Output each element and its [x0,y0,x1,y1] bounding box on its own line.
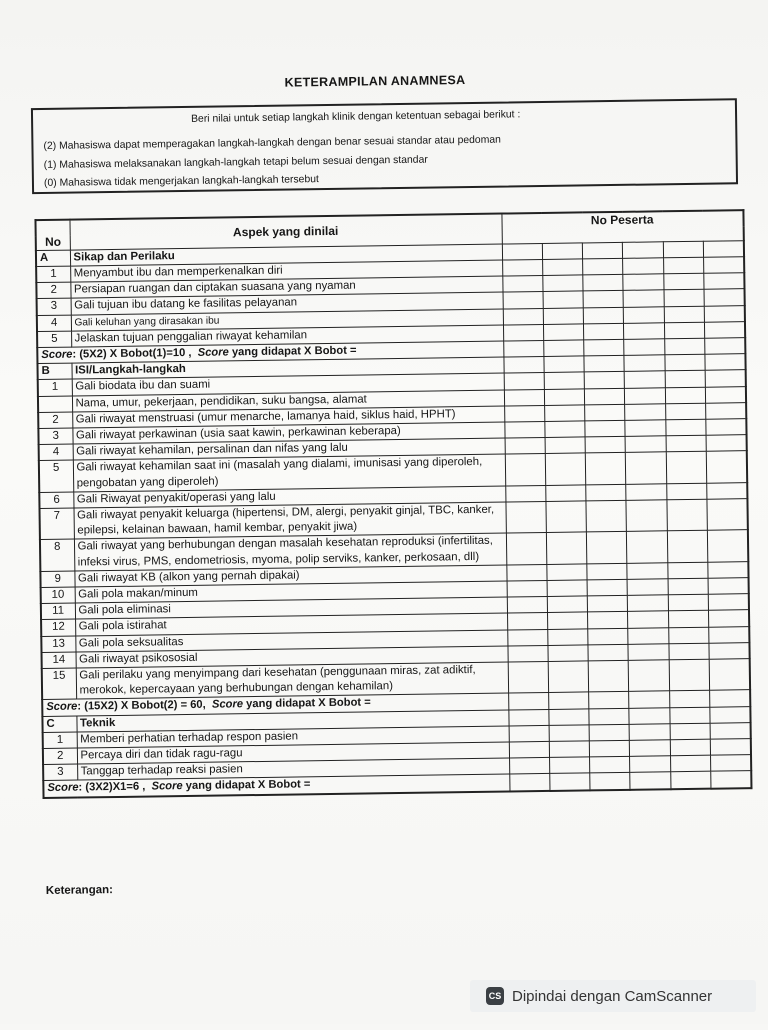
participant-score-cell[interactable] [548,661,589,693]
item-number: 7 [40,508,74,540]
item-text: Gali keluhan yang dirasakan ibu [71,309,503,331]
participant-score-cell[interactable] [670,707,711,724]
participant-score-cell[interactable] [503,308,544,325]
participant-score-cell[interactable] [665,387,706,404]
participant-score-cell[interactable] [704,321,745,338]
participant-score-cell[interactable] [668,627,709,644]
item-number: 12 [41,619,75,636]
item-text: Tanggap terhadap reaksi pasien [77,758,509,780]
item-number: 15 [42,668,76,700]
participant-score-cell[interactable] [704,257,745,274]
participant-score-cell[interactable] [583,274,624,291]
participant-score-cell[interactable] [548,645,589,662]
participant-score-cell[interactable] [623,258,664,275]
participant-score-cell[interactable] [584,355,625,372]
participant-score-cell[interactable] [503,292,544,309]
participant-score-cell[interactable] [706,402,747,419]
participant-score-cell[interactable] [586,484,627,501]
assessment-table-body [36,240,751,797]
item-number: 10 [41,587,75,604]
participant-score-cell[interactable] [505,454,546,486]
participant-score-cell[interactable] [630,772,671,789]
participant-score-cell[interactable] [628,644,669,661]
participant-score-cell[interactable] [629,724,670,741]
participant-score-cell[interactable] [630,756,671,773]
participant-score-cell[interactable] [708,578,749,595]
participant-score-cell[interactable] [507,597,548,614]
item-number: 3 [37,298,71,315]
item-number: 13 [41,636,75,653]
participant-score-cell[interactable] [504,373,545,390]
participant-score-cell[interactable] [669,691,710,708]
item-number: 2 [43,748,77,765]
participant-score-cell[interactable] [503,324,544,341]
item-number: 11 [41,603,75,620]
item-number: 1 [38,379,72,396]
participant-score-cell[interactable] [625,387,666,404]
participant-score-cell[interactable] [706,419,747,436]
item-number: 5 [39,460,73,492]
participant-score-cell[interactable] [670,772,711,789]
participant-score-cell[interactable] [663,257,704,274]
participant-score-cell[interactable] [590,757,631,774]
participant-score-cell[interactable] [509,774,550,791]
participant-score-cell[interactable] [508,693,549,710]
item-number: 6 [39,492,73,509]
item-text: Gali riwayat kehamilan saat ini (masalah yang dialami, imunisasi yang diperoleh, pengobatan yang diperoleh) [73,454,505,491]
participant-score-cell[interactable] [509,741,550,758]
participant-score-cell[interactable] [585,420,626,437]
participant-score-cell[interactable] [582,242,623,259]
participant-score-cell[interactable] [544,388,585,405]
participant-score-cell[interactable] [587,596,628,613]
participant-score-cell[interactable] [545,437,586,454]
participant-score-cell[interactable] [589,724,630,741]
item-text: Gali pola istirahat [75,613,507,635]
item-number: 1 [36,266,70,283]
participant-score-cell[interactable] [670,739,711,756]
criteria-intro: Beri nilai untuk setiap langkah klinik dengan ketentuan sebagai berikut : [191,109,521,125]
item-text: Gali tujuan ibu datang ke fasilitas pelayanan [71,292,503,314]
item-number: 14 [42,652,76,669]
item-text: Gali pola eliminasi [75,597,507,619]
participant-score-cell[interactable] [666,483,707,500]
participant-score-cell[interactable] [505,485,546,502]
participant-score-cell[interactable] [505,501,546,533]
participant-score-cell[interactable] [629,660,670,692]
participant-score-cell[interactable] [584,339,625,356]
participant-score-cell[interactable] [668,611,709,628]
participant-score-cell[interactable] [669,643,710,660]
participant-score-cell[interactable] [666,435,707,452]
participant-score-cell[interactable] [664,306,705,323]
participant-score-cell[interactable] [664,322,705,339]
participant-score-cell[interactable] [586,532,627,564]
participant-score-cell[interactable] [629,691,670,708]
participant-score-cell[interactable] [666,419,707,436]
participant-score-cell[interactable] [502,276,543,293]
participant-score-cell[interactable] [588,612,629,629]
participant-score-cell[interactable] [710,739,751,756]
participant-score-cell[interactable] [663,241,704,258]
participant-score-cell[interactable] [628,595,669,612]
participant-score-cell[interactable] [665,354,706,371]
participant-score-cell[interactable] [706,435,747,452]
criteria-item: (2) Mahasiswa dapat memperagakan langkah-langkah dengan benar sesuai standar atau pedoman [43,134,501,152]
participant-score-cell[interactable] [507,613,548,630]
participant-score-cell[interactable] [549,741,590,758]
participant-score-cell[interactable] [583,291,624,308]
participant-score-cell[interactable] [664,290,705,307]
participant-score-cell[interactable] [627,579,668,596]
participant-score-cell[interactable] [504,389,545,406]
item-text: Nama, umur, pekerjaan, pendidikan, suku bangsa, alamat [72,390,504,412]
participant-score-cell[interactable] [624,339,665,356]
participant-score-cell[interactable] [507,645,548,662]
participant-score-cell[interactable] [708,594,749,611]
participant-score-cell[interactable] [623,274,664,291]
participant-score-cell[interactable] [668,562,709,579]
score-formula: Score: (5X2) X Bobot(1)=10 , Score yang didapat X Bobot = [37,341,503,364]
item-text: Gali perilaku yang menyimpang dari kesehatan (penggunaan miras, zat adiktif, merokok, kepercayaan yang berhubungan dengan kehamilan) [76,662,508,699]
participant-score-cell[interactable] [624,323,665,340]
item-text: Gali riwayat penyakit keluarga (hipertensi, DM, alergi, penyakit ginjal, TBC, kanker, epilepsi, kelainan bawaan, hamil kembar, penyakit jiwa) [73,502,505,539]
participant-score-cell[interactable] [502,243,543,260]
participant-score-cell[interactable] [503,340,544,357]
participant-score-cell[interactable] [710,755,751,772]
participant-score-cell[interactable] [628,611,669,628]
participant-score-cell[interactable] [707,499,748,531]
participant-score-cell[interactable] [543,275,584,292]
participant-score-cell[interactable] [549,708,590,725]
participant-score-cell[interactable] [588,660,629,692]
participant-score-cell[interactable] [544,340,585,357]
score-formula: Score: (15X2) X Bobot(2) = 60, Score yang didapat X Bobot = [42,693,508,716]
participant-score-cell[interactable] [667,531,708,563]
participant-score-cell[interactable] [626,500,667,532]
criteria-item: (0) Mahasiswa tidak mengerjakan langkah-langkah tersebut [43,174,319,189]
participant-score-cell[interactable] [710,722,751,739]
item-text: Jelaskan tujuan penggalian riwayat kehamilan [71,325,503,347]
participant-score-cell[interactable] [586,500,627,532]
header-aspek: Aspek yang dinilai [69,214,501,250]
item-text: Gali riwayat menstruasi (umur menarche, lamanya haid, siklus haid, HPHT) [72,406,504,428]
participant-score-cell[interactable] [503,357,544,374]
item-number: 4 [37,315,71,332]
participant-score-cell[interactable] [709,626,750,643]
participant-score-cell[interactable] [509,725,550,742]
item-text: Gali pola seksualitas [75,630,507,652]
participant-score-cell[interactable] [624,355,665,372]
participant-score-cell[interactable] [627,531,668,563]
participant-score-cell[interactable] [585,453,626,485]
participant-score-cell[interactable] [705,370,746,387]
participant-score-cell[interactable] [707,482,748,499]
participant-score-cell[interactable] [664,338,705,355]
document-title: KETERAMPILAN ANAMNESA [284,73,466,90]
item-text: Gali riwayat yang berhubungan dengan masalah kesehatan reproduksi (infertilitas, infeksi virus, PMS, endometriosis, myoma, polip serviks, kanker, perkosaan, dll) [74,533,506,570]
participant-score-cell[interactable] [625,404,666,421]
participant-score-cell[interactable] [543,324,584,341]
participant-score-cell[interactable] [547,596,588,613]
participant-score-cell[interactable] [549,725,590,742]
participant-score-cell[interactable] [626,484,667,501]
item-number: 9 [40,571,74,588]
participant-score-cell[interactable] [583,307,624,324]
participant-score-cell[interactable] [667,499,708,531]
watermark-text: Dipindai dengan CamScanner [512,987,713,1005]
participant-score-cell[interactable] [547,564,588,581]
header-peserta: No Peserta [501,210,743,230]
item-text: Gali riwayat perkawinan (usia saat kawin, perkawinan keberapa) [72,422,504,444]
participant-score-cell[interactable] [584,323,625,340]
participant-score-cell[interactable] [548,692,589,709]
participant-score-cell[interactable] [504,405,545,422]
participant-score-cell[interactable] [588,628,629,645]
participant-score-cell[interactable] [626,452,667,484]
participant-score-cell[interactable] [546,485,587,502]
participant-score-cell[interactable] [625,420,666,437]
participant-score-cell[interactable] [589,740,630,757]
participant-score-cell[interactable] [589,692,630,709]
section-title: Sikap dan Perilaku [70,244,502,266]
participant-score-cell[interactable] [549,757,590,774]
camscanner-watermark [470,980,756,1012]
section-letter: A [36,250,70,267]
participant-score-cell[interactable] [587,563,628,580]
participant-score-cell[interactable] [705,386,746,403]
item-number: 2 [36,282,70,299]
item-number: 5 [37,331,71,348]
criteria-item: (1) Mahasiswa melaksanakan langkah-langkah tetapi belum sesuai dengan standar [43,154,428,171]
participant-score-cell[interactable] [628,627,669,644]
participant-score-cell[interactable] [504,421,545,438]
participant-score-cell[interactable] [670,723,711,740]
scoring-criteria-box [31,98,738,194]
participant-score-cell[interactable] [585,436,626,453]
participant-score-cell[interactable] [670,755,711,772]
participant-score-cell[interactable] [506,564,547,581]
participant-score-cell[interactable] [584,388,625,405]
participant-score-cell[interactable] [544,372,585,389]
participant-score-cell[interactable] [505,438,546,455]
participant-score-cell[interactable] [547,580,588,597]
participant-score-cell[interactable] [544,356,585,373]
participant-score-cell[interactable] [583,258,624,275]
participant-score-cell[interactable] [546,532,587,564]
participant-score-cell[interactable] [709,659,750,691]
item-text: Percaya diri dan tidak ragu-ragu [77,742,509,764]
participant-score-cell[interactable] [546,501,587,533]
section-title: ISI/Langkah-langkah [71,357,503,379]
item-text: Menyambut ibu dan memperkenalkan diri [70,260,502,282]
assessment-table [34,209,752,798]
participant-score-cell[interactable] [544,405,585,422]
footer-label: Keterangan: [45,884,114,897]
participant-score-cell[interactable] [543,291,584,308]
score-formula: Score: (3X2)X1=6 , Score yang didapat X Bobot = [43,774,509,797]
participant-score-cell[interactable] [711,771,752,788]
participant-score-cell[interactable] [589,708,630,725]
item-text: Gali riwayat psikososial [76,646,508,668]
section-letter: C [42,716,76,733]
participant-score-cell[interactable] [545,453,586,485]
participant-score-cell[interactable] [630,740,671,757]
participant-score-cell[interactable] [666,452,707,484]
participant-score-cell[interactable] [665,371,706,388]
item-number: 1 [43,732,77,749]
participant-score-cell[interactable] [710,690,751,707]
participant-score-cell[interactable] [587,579,628,596]
header-no: No [35,220,69,251]
participant-score-cell[interactable] [624,306,665,323]
participant-score-cell[interactable] [543,307,584,324]
participant-score-cell[interactable] [542,243,583,260]
participant-score-cell[interactable] [548,628,589,645]
participant-score-cell[interactable] [708,610,749,627]
participant-score-cell[interactable] [550,773,591,790]
participant-score-cell[interactable] [707,530,748,562]
participant-score-cell[interactable] [665,403,706,420]
camscanner-logo-icon: CS [486,987,504,1005]
item-text: Gali Riwayat penyakit/operasi yang lalu [73,486,505,508]
participant-score-cell[interactable] [584,372,625,389]
participant-score-cell[interactable] [669,659,710,691]
item-number: 3 [43,764,77,781]
participant-score-cell[interactable] [668,578,709,595]
participant-score-cell[interactable] [708,561,749,578]
item-number: 3 [38,428,72,445]
participant-score-cell[interactable] [625,436,666,453]
participant-score-cell[interactable] [710,706,751,723]
item-number [38,396,72,413]
participant-score-cell[interactable] [542,259,583,276]
participant-score-cell[interactable] [709,642,750,659]
participant-score-cell[interactable] [588,644,629,661]
participant-score-cell[interactable] [704,305,745,322]
item-text: Memberi perhatian terhadap respon pasien [77,726,509,748]
item-text: Gali biodata ibu dan suami [72,373,504,395]
participant-score-cell[interactable] [705,354,746,371]
participant-score-cell[interactable] [625,371,666,388]
participant-score-cell[interactable] [508,661,549,693]
item-text: Gali pola makan/minum [75,581,507,603]
item-number: 2 [38,412,72,429]
participant-score-cell[interactable] [585,404,626,421]
participant-score-cell[interactable] [623,290,664,307]
participant-score-cell[interactable] [507,629,548,646]
item-number: 4 [39,444,73,461]
participant-score-cell[interactable] [507,580,548,597]
section-title: Teknik [76,710,508,732]
item-number: 8 [40,539,74,571]
participant-score-cell[interactable] [545,421,586,438]
participant-score-cell[interactable] [508,709,549,726]
item-text: Gali riwayat KB (alkon yang pernah dipakai) [74,565,506,587]
participant-score-cell[interactable] [502,259,543,276]
participant-score-cell[interactable] [705,338,746,355]
item-text: Gali riwayat kehamilan, persalinan dan nifas yang lalu [73,438,505,460]
participant-score-cell[interactable] [704,289,745,306]
participant-score-cell[interactable] [663,273,704,290]
participant-score-cell[interactable] [623,242,664,259]
participant-score-cell[interactable] [629,707,670,724]
item-text: Persiapan ruangan dan ciptakan suasana yang nyaman [70,276,502,298]
participant-score-cell[interactable] [703,240,744,257]
participant-score-cell[interactable] [706,451,747,483]
participant-score-cell[interactable] [668,594,709,611]
participant-score-cell[interactable] [547,612,588,629]
participant-score-cell[interactable] [627,563,668,580]
section-letter: B [37,363,71,380]
participant-score-cell[interactable] [506,533,547,565]
participant-score-cell[interactable] [590,773,631,790]
participant-score-cell[interactable] [509,758,550,775]
participant-score-cell[interactable] [704,273,745,290]
